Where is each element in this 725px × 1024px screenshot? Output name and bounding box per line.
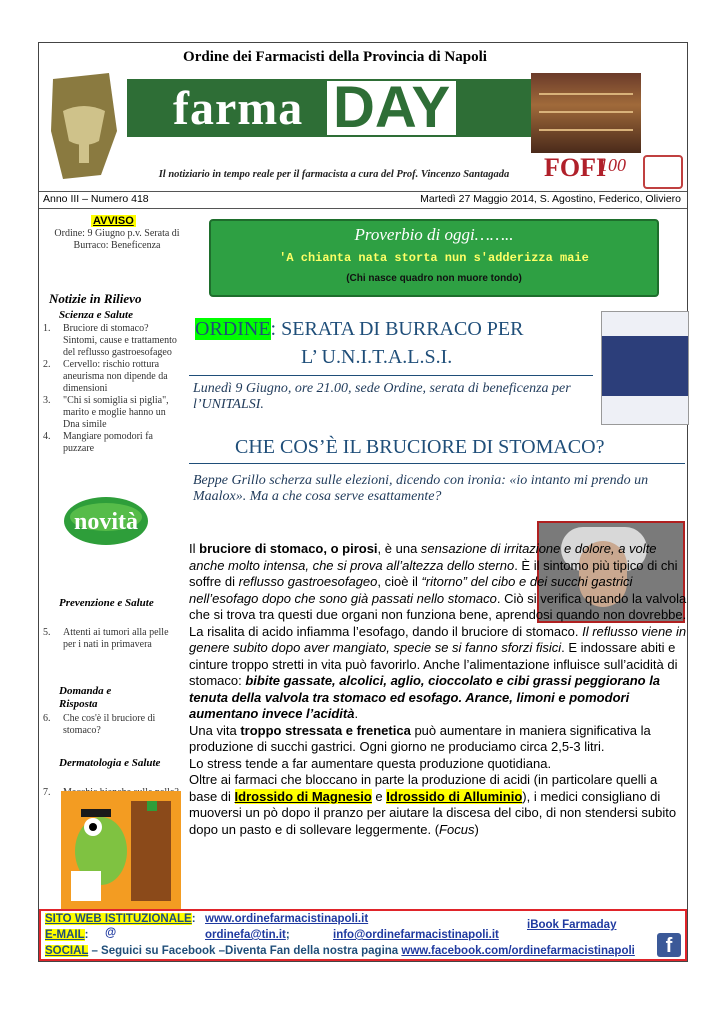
novita-badge <box>61 493 151 549</box>
issue-date: Martedì 27 Maggio 2014, S. Agostino, Federico, Oliviero <box>420 193 681 205</box>
divider <box>189 463 685 464</box>
pharmacy-mortar-logo <box>49 71 119 181</box>
article2-paragraph: Il bruciore di stomaco, o pirosi, è una sensazione di irritazione e dolore, a volte anche molto intensa, che si prova all’altezza dello sterno. È il sintomo più tipico di chi soffre di reflusso gastroesofageo, cioè il “ritorno” del cibo e dei succhi gastrici nell’esofago dopo che sono già passati nello stomaco. Ciò si verifica quando la valvola che si trova tra questi due organi non funziona bene, aprendosi quando non dovrebbe. La risalita di acido infiamma l’esofago, dando il bruciore di stomaco. Il reflusso viene in genere subito dopo aver mangiato, specie se si fanno sforzi fisici. E indossare abiti e cinture troppo stretti in vita può favorirlo. Anche l’alimentazione influisce sull’acidità di stomaco: bibite gassate, alcolici, aglio, cioccolato e cibi grassi peggiorano la tenuta della valvola tra stomaco ed esofago. Arance, limoni e pomodori aumentano invece l’acidità. <box>189 541 687 721</box>
article2-title: CHE COS’È IL BRUCIORE DI STOMACO? <box>235 436 605 458</box>
email-label: E-MAIL: <box>45 929 89 941</box>
list-item[interactable]: 1. Bruciore di stomaco? Sintomi, cause e trattamento del reflusso gastroesofageo <box>43 323 177 358</box>
fofi-logo: FOFI <box>544 153 607 182</box>
logo-day: DAY <box>327 81 456 135</box>
facebook-icon[interactable]: f <box>657 933 681 957</box>
novita-text: novità <box>73 509 139 535</box>
org-title: Ordine dei Farmacisti della Provincia di Napoli <box>183 49 487 65</box>
list-item[interactable]: 6. Che cos'è il bruciore di stomaco? <box>43 713 156 736</box>
article2-body <box>189 541 687 838</box>
contact-footer <box>39 909 687 961</box>
category-title: Dermatologia e Salute <box>59 757 161 769</box>
logo-farma: farma <box>173 82 304 135</box>
social-row: SOCIAL – Seguici su Facebook –Diventa Fan della nostra pagina www.facebook.com/ordinefarmacistinapoli <box>45 945 635 957</box>
email-secondary[interactable]: info@ordinefarmacistinapoli.it <box>333 929 499 941</box>
site-link[interactable]: www.ordinefarmacistinapoli.it <box>205 913 369 925</box>
list-item[interactable]: 3. "Chi si somiglia si piglia", marito e moglie hanno un Dna simile <box>43 395 169 430</box>
proverb-box <box>209 219 659 297</box>
article1-lead: Lunedì 9 Giugno, ore 21.00, sede Ordine, serata di beneficenza per l’UNITALSI. <box>193 381 571 412</box>
seal-icon <box>643 155 683 189</box>
category-title: Scienza e Salute <box>59 309 133 321</box>
list-item[interactable]: 5. Attenti ai tumori alla pelle per i nati in primavera <box>43 627 169 650</box>
category-title: Domanda e Risposta <box>59 685 112 710</box>
list-item[interactable]: 7. <box>43 787 51 798</box>
article1-title: ORDINE: SERATA DI BURRACO PER <box>195 318 524 340</box>
notizie-title: Notizie in Rilievo <box>49 291 142 306</box>
category-list <box>43 323 181 455</box>
article2-lead: Beppe Grillo scherza sulle elezioni, dicendo con ironia: «io intanto mi prendo un Maalox». Ma a che cosa serve esattamente? <box>193 473 649 504</box>
proverb-translation: (Chi nasce quadro non muore tondo) <box>346 273 522 284</box>
at-icon: @ <box>105 927 117 939</box>
ibook-link[interactable]: iBook Farmaday <box>527 919 617 931</box>
site-label: SITO WEB ISTITUZIONALE: <box>45 913 196 925</box>
proverb-text: 'A chianta nata storta nun s'adderizza maie <box>279 251 589 265</box>
category-title: Prevenzione e Salute <box>59 597 154 609</box>
fofi-anniversary: 100 <box>599 155 626 175</box>
issue-number: Anno III – Numero 418 <box>43 193 149 205</box>
list-item[interactable]: 2. Cervello: rischio rottura aneurisma non dipende da dimensioni <box>43 359 168 394</box>
newsletter-page <box>38 42 688 962</box>
masthead <box>39 43 687 189</box>
burraco-poster <box>601 311 689 425</box>
article2-paragraph: Oltre ai farmaci che bloccano in parte la produzione di acidi (in particolare quelli a base di Idrossido di Magnesio e Idrossido di Alluminio), i medici consigliano di muoversi un pò dopo il pranzo per aiutare la discesa del cibo, di non stendersi subito dopo un pasto e di sollevare leggermente. (Focus) <box>189 772 677 837</box>
avviso-text: Ordine: 9 Giugno p.v. Serata di Burraco: Beneficenza <box>54 228 180 251</box>
pharmacy-interior-photo <box>531 73 641 153</box>
article2-paragraph: Una vita troppo stressata e frenetica può aumentare in maniera significativa la produzione di succhi gastrici. Ogni giorno ne produciamo circa 2,5-3 litri. <box>189 722 651 754</box>
article1-title-line2: L’ U.N.I.T.A.L.S.I. <box>301 346 453 368</box>
proverb-title: Proverbio di oggi…….. <box>354 225 514 244</box>
tagline: Il notiziario in tempo reale per il farmacista a cura del Prof. Vincenzo Santagada <box>158 169 510 180</box>
category-list <box>43 713 181 737</box>
email-primary[interactable]: ordinefa@tin.it; <box>205 929 290 941</box>
avviso-title: AVVISO <box>93 215 134 227</box>
article2-paragraph: Lo stress tende a far aumentare questa produzione quotidiana. <box>189 755 552 771</box>
category-list <box>43 627 181 651</box>
facebook-link[interactable]: www.facebook.com/ordinefarmacistinapoli <box>401 945 635 957</box>
farmaday-logo <box>127 75 567 140</box>
divider <box>189 375 593 376</box>
list-item[interactable]: 4. Mangiare pomodori fa puzzare <box>43 431 153 454</box>
gecko-mascot-illustration <box>61 791 181 911</box>
issue-bar <box>39 191 687 209</box>
